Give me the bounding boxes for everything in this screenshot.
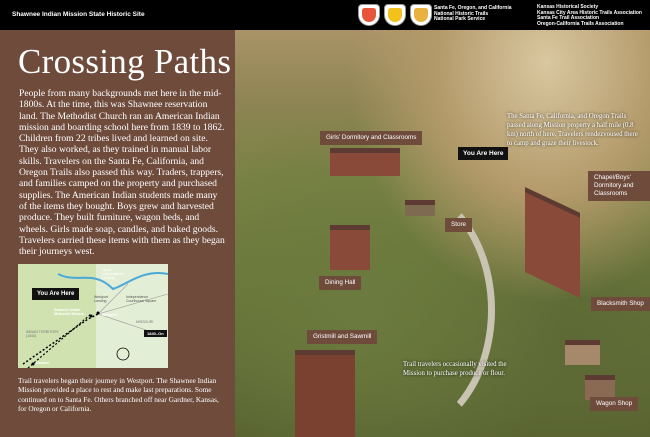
map-indian-territory-label: INDIAN TERRITORY (1840): [26, 330, 59, 338]
site-name: Shawnee Indian Mission State Historic Site: [12, 11, 145, 18]
map-you-are-here: You Are Here: [32, 288, 79, 300]
label-you-are-here: You Are Here: [458, 147, 508, 160]
blacksmith-building: [565, 340, 600, 365]
girls-dormitory-building: [330, 148, 400, 176]
map-westport-label: Westport: [102, 313, 118, 317]
credits-partners: Kansas Historical Society Kansas City Area Historic Trails Association Santa Fe Trail Association Oregon-California Trails Association: [537, 4, 642, 27]
map-courthouse-label: Independence Courthouse Square: [126, 295, 157, 303]
california-trail-logo: [410, 4, 432, 26]
page-title: Crossing Paths: [18, 42, 232, 81]
header-bar: [0, 0, 650, 30]
label-dining-hall: Dining Hall: [319, 276, 361, 290]
map-westport-landing-label: Westport Landing: [94, 295, 108, 303]
dining-hall-building: [330, 225, 370, 270]
gristmill-building: [295, 350, 355, 437]
body-text: People from many backgrounds met here in the mid-1800s. At the time, this was Shawnee reservation land. The Methodist Church ran an American Indian mission and boarding school here from 1839 to 1862. Children from 22 tribes lived and learned on site. They also worked, as they trained in manual labor skills. Travelers on the Santa Fe, California, and Oregon Trails also passed this way. Traders, trappers, and families camped on the property and purchased supplies. The American Indian students made many of the items they bought. Boys grew and harvested produce. They built furniture, wagon beds, and wheels. Girls made soap, candles, and baked goods. Travelers carried these items with them as they began their journeys west.: [19, 88, 225, 258]
credits-nps: Santa Fe, Oregon, and California National Historic Trails National Park Service: [434, 5, 512, 22]
map-lines: [18, 264, 168, 368]
travelers-note: Trail travelers occasionally visited the Mission to purchase produce or flour.: [403, 361, 507, 377]
oregon-trail-logo: [384, 4, 406, 26]
map-missouri-label: MISSOURI: [136, 320, 154, 324]
map-period-badge: 1840–On: [144, 330, 167, 337]
label-store: Store: [445, 218, 472, 232]
santa-fe-trail-logo: [358, 4, 380, 26]
label-wagon-shop: Wagon Shop: [590, 397, 638, 411]
chapel-building: [525, 187, 580, 298]
store-building: [405, 200, 435, 216]
text-panel: [0, 30, 235, 437]
map-upper-landing-label: Upper Independence Landing: [102, 268, 125, 280]
map-mission-label: Shawnee Indian Methodist Mission: [54, 308, 85, 316]
locator-map: [18, 264, 168, 368]
label-gristmill: Gristmill and Sawmill: [307, 330, 377, 344]
label-chapel: Chapel/Boys' Dormitory and Classrooms: [588, 171, 650, 201]
map-caption: Trail travelers began their journey in Westport. The Shawnee Indian Mission provided a place to rest and make last preparations. Some continued on to Santa Fe. Others branched off near Gardner, Kansas, for Oregon or California.: [18, 376, 219, 413]
mission-illustration: [235, 30, 650, 437]
label-girls-dormitory: Girls' Dormitory and Classrooms: [320, 131, 422, 145]
trails-note: The Santa Fe, California, and Oregon Trails passed along Mission property a half mile (0.8 km) north of here. Travelers rendezvoused there to camp and graze their livestock.: [507, 113, 638, 147]
map-gardner-label: Gardner: [36, 361, 50, 365]
label-blacksmith: Blacksmith Shop: [591, 297, 650, 311]
